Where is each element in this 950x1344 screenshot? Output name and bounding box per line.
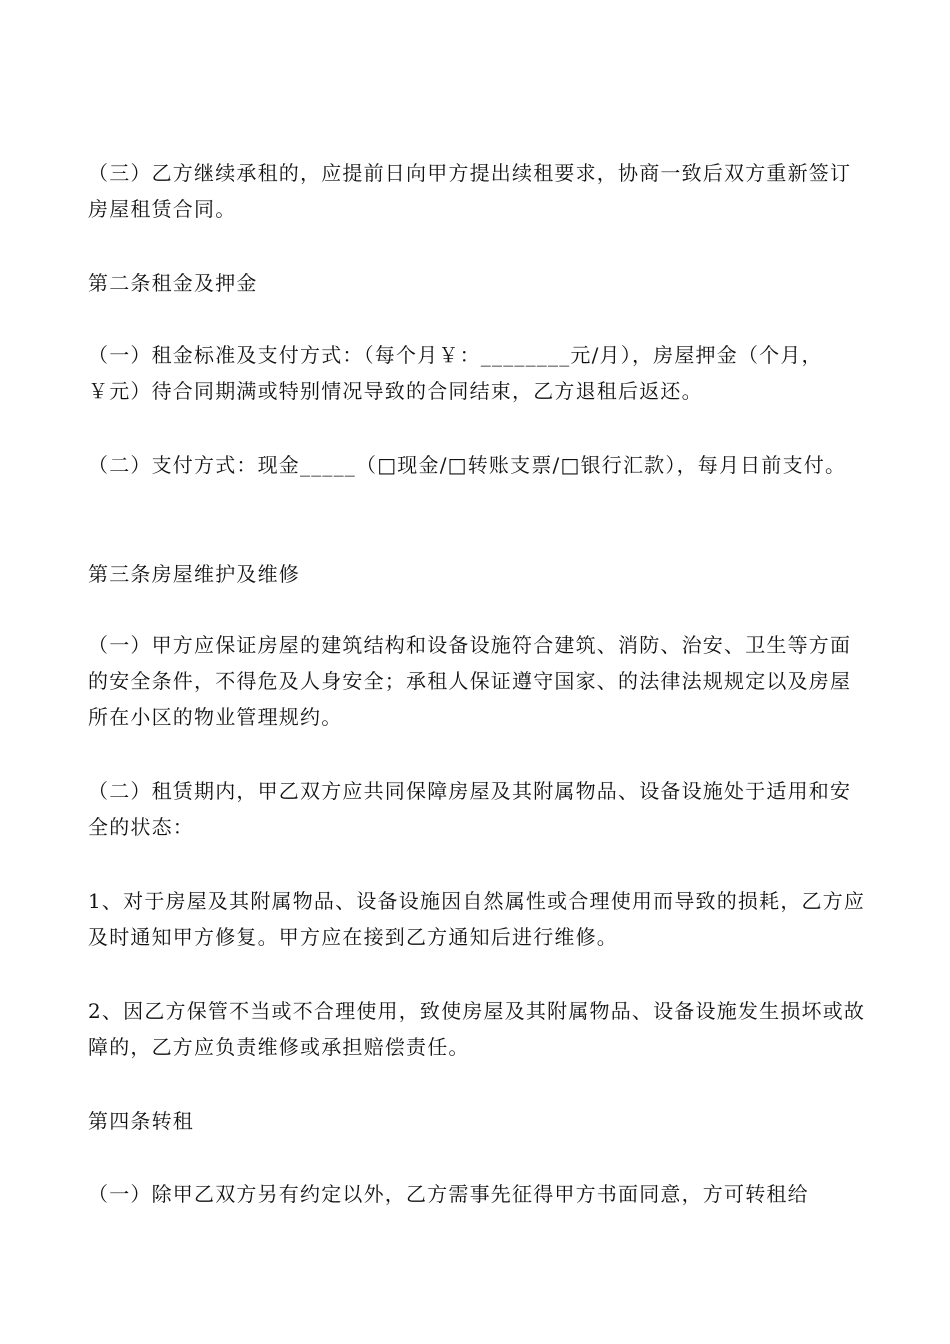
sublease-paragraph: （一）除甲乙双方另有约定以外，乙方需事先征得甲方书面同意，方可转租给 xyxy=(88,1182,809,1206)
safety-conditions-paragraph: （一）甲方应保证房屋的建筑结构和设备设施符合建筑、消防、治安、卫生等方面的安全条件，不得危及人身安全；承租人保证遵守国家、的法律法规规定以及房屋所在小区的物业管理规约。 xyxy=(88,633,852,729)
article-3-heading: 第三条房屋维护及维修 xyxy=(88,562,300,586)
rent-standard-paragraph: （一）租金标准及支付方式：（每个月￥：________元/月），房屋押金（个月，￥元）待合同期满或特别情况导致的合同结束，乙方退租后返还。 xyxy=(88,343,823,403)
clause-renewal-paragraph: （三）乙方继续承租的，应提前日向甲方提出续租要求，协商一致后双方重新签订房屋租赁合同。 xyxy=(88,161,852,221)
repair-item-2-paragraph: 2、因乙方保管不当或不合理使用，致使房屋及其附属物品、设备设施发生损坏或故障的，乙方应负责维修或承担赔偿责任。 xyxy=(88,999,866,1059)
joint-maintenance-paragraph: （二）租赁期内，甲乙双方应共同保障房屋及其附属物品、设备设施处于适用和安全的状态： xyxy=(88,779,852,839)
article-4-heading: 第四条转租 xyxy=(88,1109,194,1133)
repair-item-1-paragraph: 1、对于房屋及其附属物品、设备设施因自然属性或合理使用而导致的损耗，乙方应及时通知甲方修复。甲方应在接到乙方通知后进行维修。 xyxy=(88,889,866,949)
article-2-heading: 第二条租金及押金 xyxy=(88,271,258,295)
payment-method-paragraph: （二）支付方式：现金_____（□现金/□转账支票/□银行汇款），每月日前支付。 xyxy=(88,453,847,477)
